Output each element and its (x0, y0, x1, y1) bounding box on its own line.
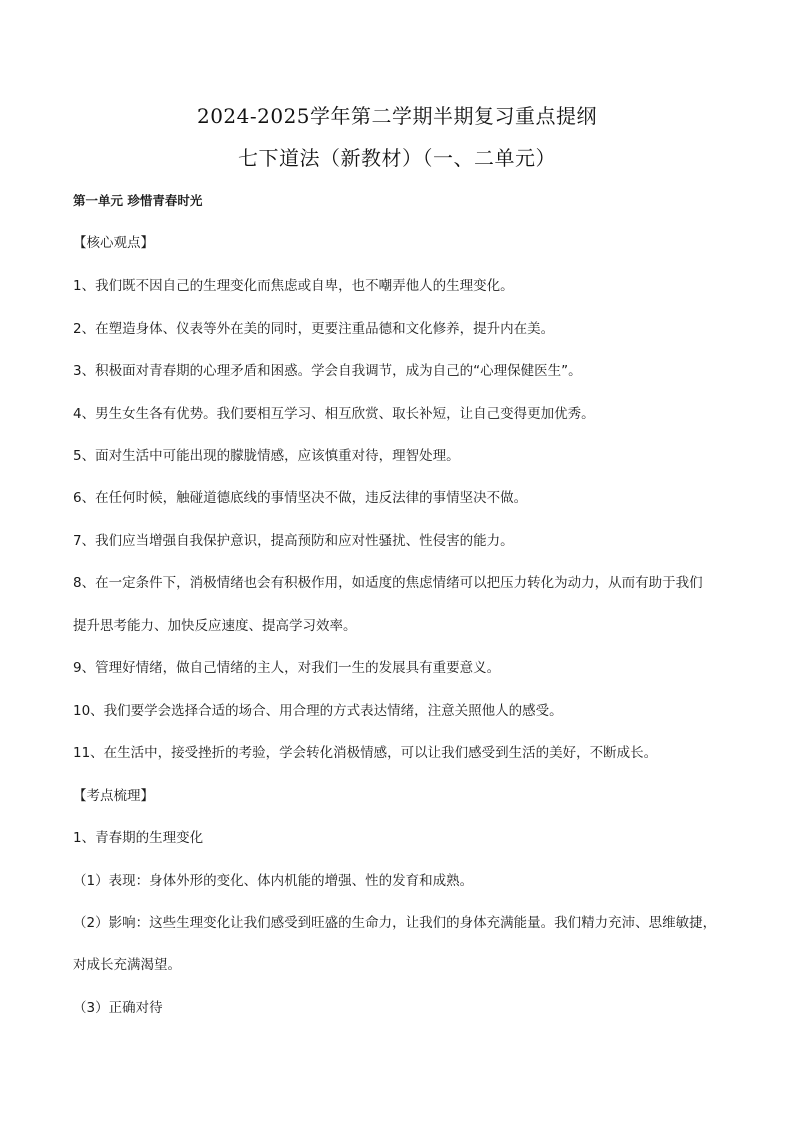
unit-heading: 第一单元 珍惜青春时光 (73, 193, 203, 208)
core-point-3: 3、积极面对青春期的心理矛盾和困惑。学会自我调节，成为自己的“心理保健医生”。 (73, 363, 582, 379)
core-point-11: 11、在生活中，接受挫折的考验，学会转化消极情感，可以让我们感受到生活的美好，不断成长。 (73, 745, 658, 761)
document-subtitle: 七下道法（新教材）（一、二单元） (238, 146, 556, 170)
core-point-8-continued: 提升思考能力、加快反应速度、提高学习效率。 (73, 618, 357, 634)
core-point-10: 10、我们要学会选择合适的场合、用合理的方式表达情绪，注意关照他人的感受。 (73, 703, 563, 719)
core-point-1: 1、我们既不因自己的生理变化而焦虑或自卑，也不嘲弄他人的生理变化。 (73, 278, 514, 294)
document-title: 2024-2025学年第二学期半期复习重点提纲 (196, 104, 598, 128)
exam-point-1-2-continued: 对成长充满渴望。 (73, 957, 181, 973)
core-point-9: 9、管理好情绪，做自己情绪的主人，对我们一生的发展具有重要意义。 (73, 660, 501, 676)
exam-point-1-3: （3）正确对待 (73, 1000, 163, 1016)
core-point-7: 7、我们应当增强自我保护意识，提高预防和应对性骚扰、性侵害的能力。 (73, 533, 514, 549)
exam-point-1: 1、青春期的生理变化 (73, 830, 204, 846)
core-point-5: 5、面对生活中可能出现的朦胧情感，应该慎重对待，理智处理。 (73, 448, 460, 464)
core-point-8: 8、在一定条件下，消极情绪也会有积极作用，如适度的焦虑情绪可以把压力转化为动力，从而有助于我们 (73, 575, 703, 591)
core-point-2: 2、在塑造身体、仪表等外在美的同时，更要注重品德和文化修养，提升内在美。 (73, 321, 555, 337)
core-point-6: 6、在任何时候，触碰道德底线的事情坚决不做，违反法律的事情坚决不做。 (73, 490, 528, 506)
section-heading-exam: 【考点梳理】 (73, 788, 154, 804)
section-heading-core: 【核心观点】 (73, 235, 154, 251)
exam-point-1-1: （1）表现：身体外形的变化、体内机能的增强、性的发育和成熟。 (73, 873, 474, 889)
core-point-4: 4、男生女生各有优势。我们要相互学习、相互欣赏、取长补短，让自己变得更加优秀。 (73, 406, 595, 422)
exam-point-1-2: （2）影响：这些生理变化让我们感受到旺盛的生命力，让我们的身体充满能量。我们精力充沛、思维敏捷， (73, 915, 717, 931)
